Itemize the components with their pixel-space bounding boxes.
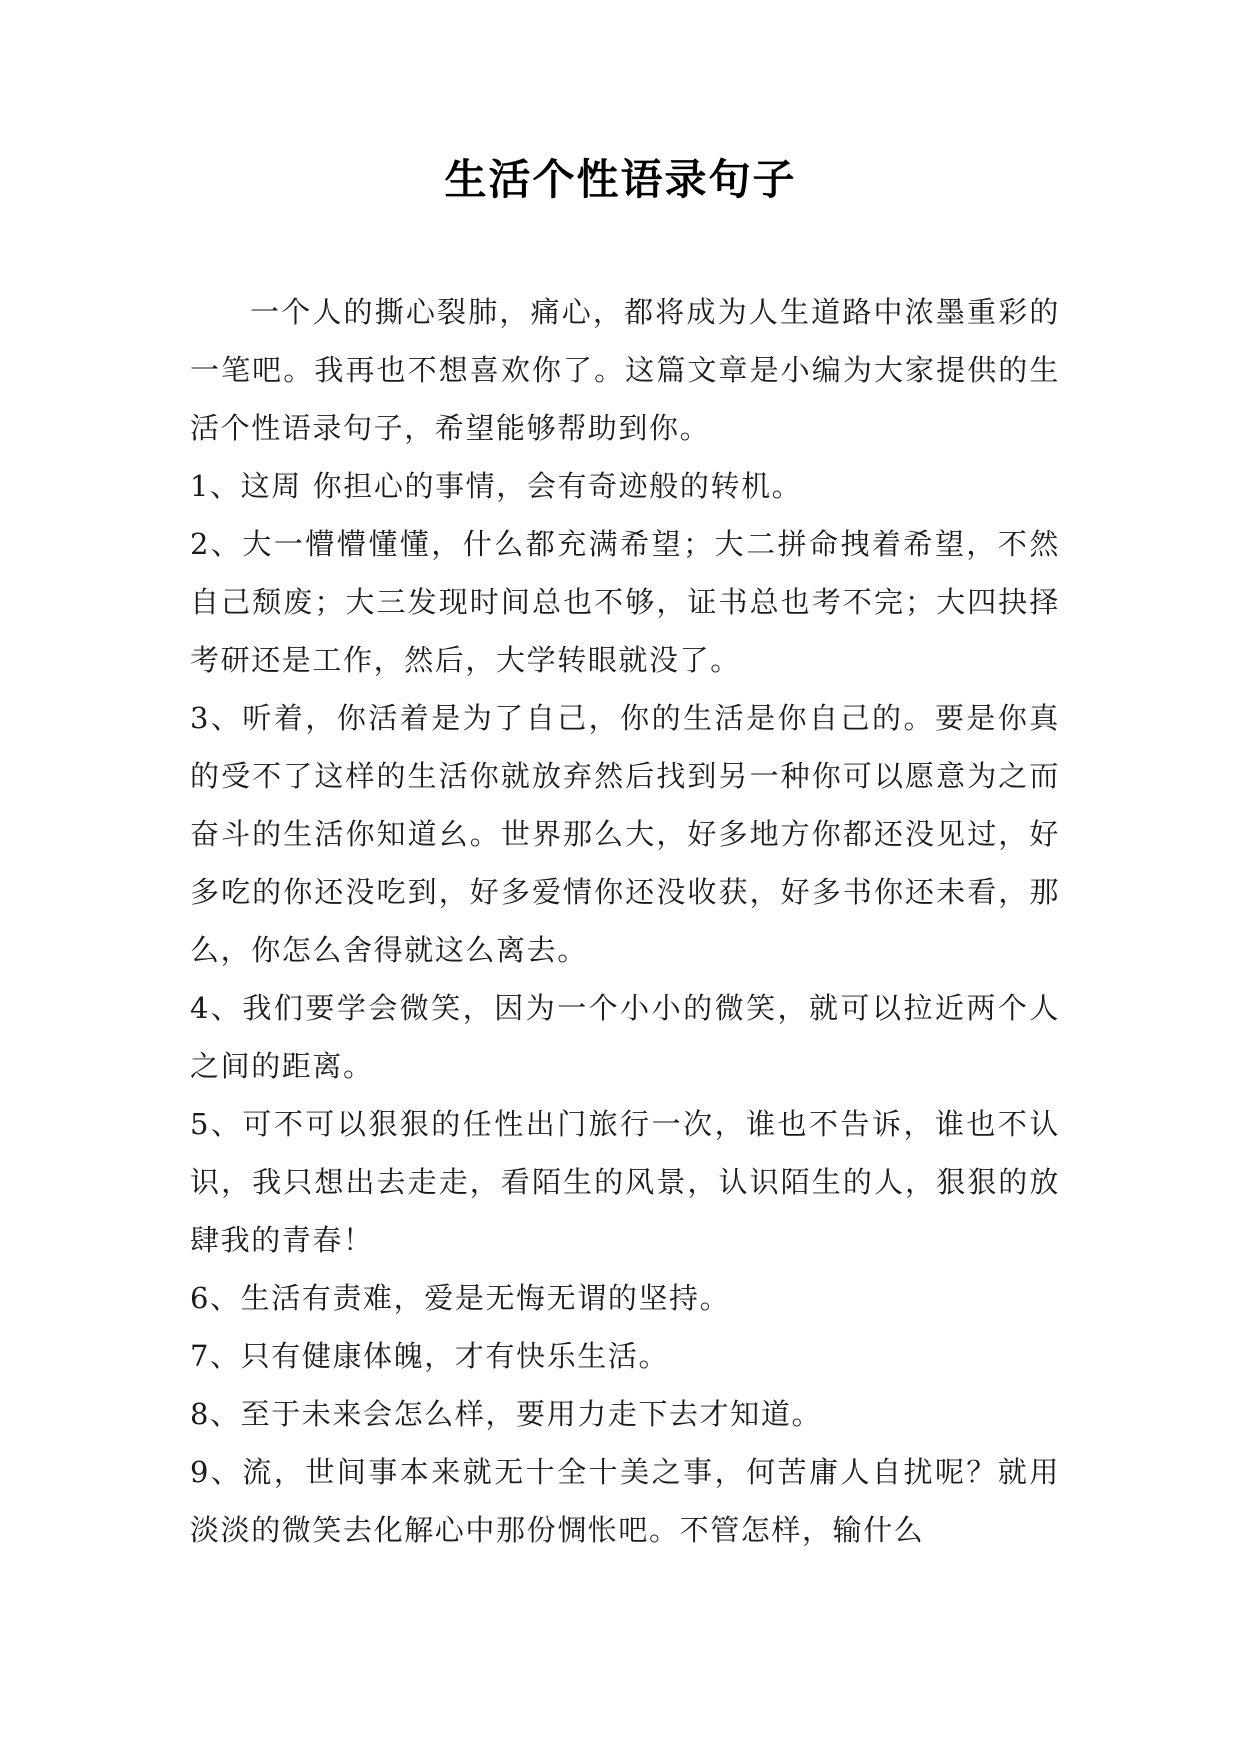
quote-paragraph-2: 2、大一懵懵懂懂，什么都充满希望；大二拼命拽着希望，不然自己颓废；大三发现时间总也不够，证书总也考不完；大四抉择考研还是工作，然后，大学转眼就没了。 — [190, 527, 1060, 677]
quote-paragraph-6: 6、生活有责难，爱是无悔无谓的坚持。 — [190, 1281, 731, 1315]
quote-paragraph-9: 9、流，世间事本来就无十全十美之事，何苦庸人自扰呢？就用淡淡的微笑去化解心中那份惆怅吧。不管怎样，输什么 — [190, 1455, 1060, 1547]
quote-paragraph-8: 8、至于未来会怎么样，要用力走下去才知道。 — [190, 1397, 823, 1431]
intro-paragraph: 一个人的撕心裂肺，痛心，都将成为人生道路中浓墨重彩的一笔吧。我再也不想喜欢你了。这篇文章是小编为大家提供的生活个性语录句子，希望能够帮助到你。 — [190, 295, 1060, 445]
document-body — [190, 283, 1060, 1559]
quote-paragraph-3: 3、听着，你活着是为了自己，你的生活是你自己的。要是你真的受不了这样的生活你就放弃然后找到另一种你可以愿意为之而奋斗的生活你知道幺。世界那么大，好多地方你都还没见过，好多吃的你还没吃到，好多爱情你还没收获，好多书你还未看，那么，你怎么舍得就这么离去。 — [190, 701, 1060, 967]
document-title: 生活个性语录句子 — [444, 155, 797, 204]
quote-paragraph-5: 5、可不可以狠狠的任性出门旅行一次，谁也不告诉，谁也不认识，我只想出去走走，看陌生的风景，认识陌生的人，狠狠的放肆我的青春！ — [190, 1107, 1060, 1257]
quote-paragraph-4: 4、我们要学会微笑，因为一个小小的微笑，就可以拉近两个人之间的距离。 — [190, 991, 1060, 1083]
quote-paragraph-7: 7、只有健康体魄，才有快乐生活。 — [190, 1339, 670, 1373]
quote-paragraph-1: 1、这周 你担心的事情，会有奇迹般的转机。 — [190, 469, 803, 503]
